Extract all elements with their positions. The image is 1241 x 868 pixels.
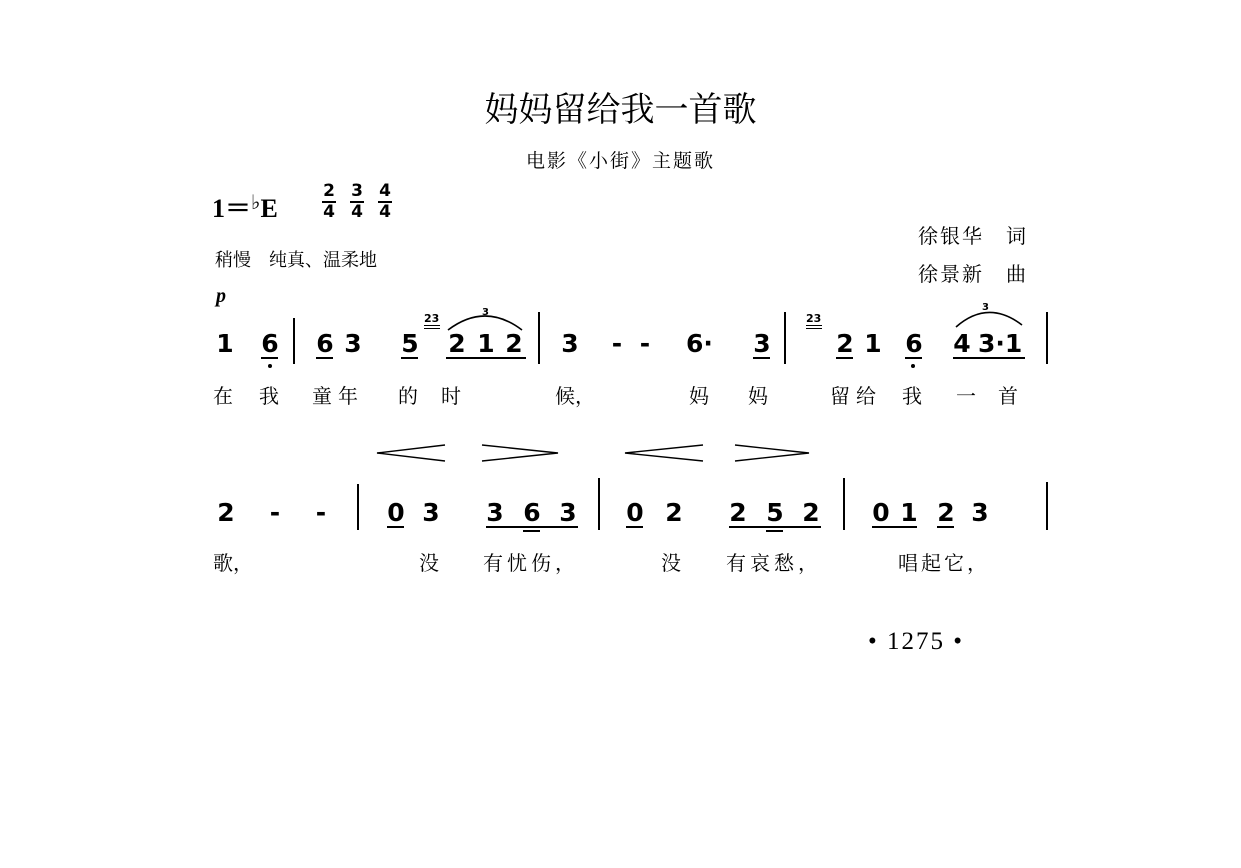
lyric: 候， <box>555 384 595 408</box>
note: 2 <box>836 329 854 358</box>
lyric: 我 <box>902 384 922 408</box>
time-signature-3-4 <box>350 183 364 221</box>
low-octave-dot <box>911 364 915 368</box>
dynamic-marking: p <box>216 285 226 307</box>
song-title: 妈妈留给我一首歌 <box>484 90 757 130</box>
meter-bottom: 4 <box>379 202 391 222</box>
note: 3 <box>971 498 989 527</box>
low-octave-dot <box>268 364 272 368</box>
song-subtitle: 电影《小街》主题歌 <box>525 150 715 172</box>
note: 3 <box>486 498 504 527</box>
note: 4 <box>953 329 971 358</box>
dash: - <box>269 498 281 527</box>
note: 6 <box>316 329 334 358</box>
meter-top: 3 <box>351 181 363 201</box>
note: 3 <box>422 498 440 527</box>
lyric: 有忧伤， <box>483 551 579 575</box>
triplet-slur <box>950 303 1030 329</box>
triplet-mark: 3 <box>482 307 489 318</box>
note: 1 <box>864 329 882 358</box>
lyricist-credit: 徐银华 词 <box>918 224 1028 248</box>
note: 6 <box>905 329 923 358</box>
meter-top: 4 <box>379 181 391 201</box>
decrescendo-hairpin <box>735 445 809 461</box>
lyric: 唱起它， <box>898 551 990 575</box>
note: 1 <box>477 329 495 358</box>
dash: - <box>611 329 623 358</box>
note: 3 <box>753 329 771 358</box>
note-group: 3·1 <box>978 329 1023 358</box>
note: 6 <box>261 329 279 358</box>
decrescendo-hairpin <box>482 445 558 461</box>
note: 6 <box>523 498 541 527</box>
note: 2 <box>729 498 747 527</box>
note: 0 <box>626 498 644 527</box>
lyric: 我 <box>259 384 279 408</box>
note: 5 <box>401 329 419 358</box>
note: 2 <box>505 329 523 358</box>
barline <box>357 484 359 530</box>
crescendo-hairpin <box>377 445 445 461</box>
note: 1 <box>216 329 234 358</box>
barline <box>1046 482 1048 530</box>
lyric: 没 <box>419 551 439 575</box>
note: 2 <box>448 329 466 358</box>
flat-sign: ♭ <box>251 192 261 214</box>
meter-bottom: 4 <box>351 202 363 222</box>
lyric: 在 <box>213 384 233 408</box>
lyric: 童年 <box>312 384 364 408</box>
crescendo-hairpin <box>625 445 703 461</box>
key-letter: E <box>260 194 278 223</box>
time-signature-4-4 <box>378 183 392 221</box>
note: 3 <box>561 329 579 358</box>
barline <box>538 312 540 364</box>
time-signature-2-4 <box>322 183 336 221</box>
dynamics-hairpins <box>375 440 815 466</box>
barline <box>843 478 845 530</box>
dash: - <box>639 329 651 358</box>
lyric: 妈 <box>748 384 768 408</box>
note: 2 <box>217 498 235 527</box>
time-signatures <box>322 183 392 221</box>
barline <box>1046 312 1048 364</box>
page-number: • 1275 • <box>868 628 965 655</box>
dash: - <box>315 498 327 527</box>
composer-credit: 徐景新 曲 <box>918 262 1028 286</box>
barline <box>598 478 600 530</box>
note: 3 <box>559 498 577 527</box>
lyric: 一首 <box>956 384 1040 408</box>
note: 2 <box>937 498 955 527</box>
dotted-note: 6· <box>686 329 713 358</box>
tempo-marking: 稍慢 纯真、温柔地 <box>215 250 377 271</box>
meter-bottom: 4 <box>323 202 335 222</box>
note: 2 <box>802 498 820 527</box>
lyric: 有哀愁， <box>726 551 822 575</box>
note: 2 <box>665 498 683 527</box>
barline <box>293 318 295 364</box>
key-signature <box>212 188 278 225</box>
note: 1 <box>900 498 918 527</box>
triplet-mark: 3 <box>982 302 989 313</box>
grace-notes: 23 <box>424 312 440 325</box>
note: 5 <box>766 498 784 527</box>
grace-notes: 23 <box>806 312 822 325</box>
meter-top: 2 <box>323 181 335 201</box>
note: 0 <box>387 498 405 527</box>
lyric: 歌， <box>213 551 253 575</box>
lyric: 的 <box>398 384 418 408</box>
note: 3 <box>344 329 362 358</box>
lyric: 时 <box>441 384 461 408</box>
lyric: 留给 <box>830 384 882 408</box>
lyric: 没 <box>661 551 681 575</box>
key-prefix: 1＝ <box>212 194 252 223</box>
note: 0 <box>872 498 890 527</box>
lyric: 妈 <box>689 384 709 408</box>
barline <box>784 312 786 364</box>
